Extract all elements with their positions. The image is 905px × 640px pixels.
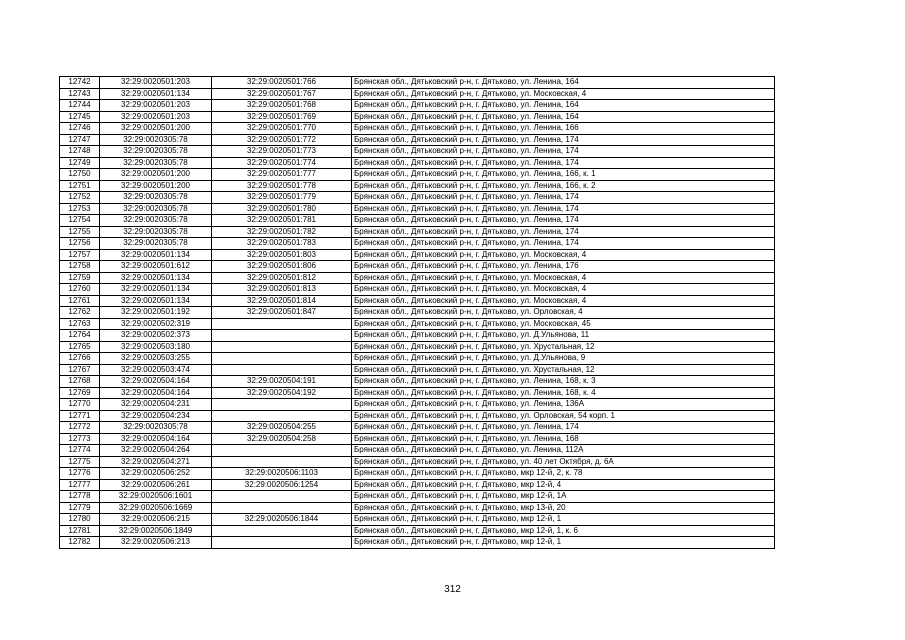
row-number: 12778: [60, 491, 100, 503]
row-number: 12776: [60, 468, 100, 480]
parent-cadastral-number: 32:29:0020501:134: [100, 295, 212, 307]
parent-cadastral-number: 32:29:0020305:78: [100, 134, 212, 146]
address: Брянская обл., Дятьковский р-н, г. Дятьково, ул. Ленина, 164: [352, 111, 775, 123]
parent-cadastral-number: 32:29:0020305:78: [100, 226, 212, 238]
row-number: 12774: [60, 445, 100, 457]
cadastral-number: 32:29:0020501:814: [212, 295, 352, 307]
cadastral-number: 32:29:0020501:778: [212, 180, 352, 192]
address: Брянская обл., Дятьковский р-н, г. Дятьково, мкр 12-й, 1А: [352, 491, 775, 503]
cadastral-number: 32:29:0020501:770: [212, 123, 352, 135]
parent-cadastral-number: 32:29:0020506:215: [100, 514, 212, 526]
cadastral-number: 32:29:0020501:806: [212, 261, 352, 273]
row-number: 12752: [60, 192, 100, 204]
row-number: 12777: [60, 479, 100, 491]
address: Брянская обл., Дятьковский р-н, г. Дятьково, ул. Ленина, 164: [352, 77, 775, 89]
table-row: [60, 272, 775, 284]
cadastral-number: [212, 318, 352, 330]
row-number: 12769: [60, 387, 100, 399]
row-number: 12750: [60, 169, 100, 181]
row-number: 12749: [60, 157, 100, 169]
address: Брянская обл., Дятьковский р-н, г. Дятьково, мкр 12-й, 1, к. 6: [352, 525, 775, 537]
parent-cadastral-number: 32:29:0020501:200: [100, 169, 212, 181]
cadastral-number: 32:29:0020501:772: [212, 134, 352, 146]
registry-table-body: [60, 77, 775, 549]
address: Брянская обл., Дятьковский р-н, г. Дятьково, ул. Хрустальная, 12: [352, 341, 775, 353]
cadastral-number: 32:29:0020501:780: [212, 203, 352, 215]
row-number: 12760: [60, 284, 100, 296]
row-number: 12782: [60, 537, 100, 549]
table-row: [60, 203, 775, 215]
table-row: [60, 479, 775, 491]
cadastral-number: 32:29:0020506:1844: [212, 514, 352, 526]
cadastral-number: 32:29:0020501:803: [212, 249, 352, 261]
parent-cadastral-number: 32:29:0020506:1601: [100, 491, 212, 503]
cadastral-number: 32:29:0020506:1103: [212, 468, 352, 480]
table-row: [60, 180, 775, 192]
parent-cadastral-number: 32:29:0020305:78: [100, 203, 212, 215]
parent-cadastral-number: 32:29:0020502:319: [100, 318, 212, 330]
row-number: 12773: [60, 433, 100, 445]
address: Брянская обл., Дятьковский р-н, г. Дятьково, мкр 12-й, 2, к. 78: [352, 468, 775, 480]
table-row: [60, 100, 775, 112]
address: Брянская обл., Дятьковский р-н, г. Дятьково, ул. Ленина, 174: [352, 146, 775, 158]
row-number: 12763: [60, 318, 100, 330]
row-number: 12754: [60, 215, 100, 227]
parent-cadastral-number: 32:29:0020504:164: [100, 387, 212, 399]
address: Брянская обл., Дятьковский р-н, г. Дятьково, ул. Ленина, 174: [352, 215, 775, 227]
cadastral-number: [212, 330, 352, 342]
parent-cadastral-number: 32:29:0020305:78: [100, 238, 212, 250]
cadastral-number: [212, 410, 352, 422]
cadastral-number: 32:29:0020501:769: [212, 111, 352, 123]
address: Брянская обл., Дятьковский р-н, г. Дятьково, ул. Ленина, 166, к. 1: [352, 169, 775, 181]
cadastral-number: 32:29:0020501:781: [212, 215, 352, 227]
row-number: 12744: [60, 100, 100, 112]
table-row: [60, 192, 775, 204]
row-number: 12771: [60, 410, 100, 422]
cadastral-number: 32:29:0020501:812: [212, 272, 352, 284]
parent-cadastral-number: 32:29:0020506:261: [100, 479, 212, 491]
parent-cadastral-number: 32:29:0020305:78: [100, 215, 212, 227]
address: Брянская обл., Дятьковский р-н, г. Дятьково, ул. Ленина, 112А: [352, 445, 775, 457]
parent-cadastral-number: 32:29:0020504:271: [100, 456, 212, 468]
table-row: [60, 318, 775, 330]
table-row: [60, 341, 775, 353]
cadastral-number: 32:29:0020501:813: [212, 284, 352, 296]
table-row: [60, 77, 775, 89]
row-number: 12781: [60, 525, 100, 537]
address: Брянская обл., Дятьковский р-н, г. Дятьково, ул. Д.Ульянова, 9: [352, 353, 775, 365]
address: Брянская обл., Дятьковский р-н, г. Дятьково, ул. Хрустальная, 12: [352, 364, 775, 376]
address: Брянская обл., Дятьковский р-н, г. Дятьково, ул. Московская, 4: [352, 295, 775, 307]
address: Брянская обл., Дятьковский р-н, г. Дятьково, ул. Ленина, 166: [352, 123, 775, 135]
table-row: [60, 445, 775, 457]
parent-cadastral-number: 32:29:0020503:180: [100, 341, 212, 353]
parent-cadastral-number: 32:29:0020501:203: [100, 100, 212, 112]
parent-cadastral-number: 32:29:0020305:78: [100, 422, 212, 434]
parent-cadastral-number: 32:29:0020501:200: [100, 123, 212, 135]
row-number: 12747: [60, 134, 100, 146]
row-number: 12766: [60, 353, 100, 365]
parent-cadastral-number: 32:29:0020504:231: [100, 399, 212, 411]
table-row: [60, 514, 775, 526]
parent-cadastral-number: 32:29:0020501:200: [100, 180, 212, 192]
cadastral-number: 32:29:0020501:783: [212, 238, 352, 250]
table-row: [60, 249, 775, 261]
cadastral-number: [212, 491, 352, 503]
address: Брянская обл., Дятьковский р-н, г. Дятьково, ул. Московская, 45: [352, 318, 775, 330]
table-row: [60, 468, 775, 480]
table-row: [60, 376, 775, 388]
row-number: 12780: [60, 514, 100, 526]
row-number: 12755: [60, 226, 100, 238]
row-number: 12758: [60, 261, 100, 273]
cadastral-number: [212, 537, 352, 549]
table-row: [60, 295, 775, 307]
table-row: [60, 88, 775, 100]
table-row: [60, 387, 775, 399]
table-row: [60, 111, 775, 123]
parent-cadastral-number: 32:29:0020501:203: [100, 77, 212, 89]
row-number: 12746: [60, 123, 100, 135]
table-row: [60, 525, 775, 537]
address: Брянская обл., Дятьковский р-н, г. Дятьково, ул. Московская, 4: [352, 272, 775, 284]
cadastral-number: 32:29:0020501:767: [212, 88, 352, 100]
row-number: 12756: [60, 238, 100, 250]
address: Брянская обл., Дятьковский р-н, г. Дятьково, ул. Ленина, 164: [352, 100, 775, 112]
parent-cadastral-number: 32:29:0020501:134: [100, 284, 212, 296]
row-number: 12764: [60, 330, 100, 342]
cadastral-number: [212, 353, 352, 365]
address: Брянская обл., Дятьковский р-н, г. Дятьково, ул. Ленина, 168, к. 3: [352, 376, 775, 388]
cadastral-number: [212, 341, 352, 353]
cadastral-number: 32:29:0020504:258: [212, 433, 352, 445]
row-number: 12767: [60, 364, 100, 376]
row-number: 12772: [60, 422, 100, 434]
table-row: [60, 123, 775, 135]
cadastral-number: 32:29:0020504:255: [212, 422, 352, 434]
parent-cadastral-number: 32:29:0020501:134: [100, 88, 212, 100]
table-row: [60, 134, 775, 146]
address: Брянская обл., Дятьковский р-н, г. Дятьково, ул. Ленина, 174: [352, 238, 775, 250]
row-number: 12779: [60, 502, 100, 514]
cadastral-number: [212, 502, 352, 514]
address: Брянская обл., Дятьковский р-н, г. Дятьково, ул. Ленина, 166, к. 2: [352, 180, 775, 192]
address: Брянская обл., Дятьковский р-н, г. Дятьково, ул. Ленина, 174: [352, 192, 775, 204]
address: Брянская обл., Дятьковский р-н, г. Дятьково, ул. Московская, 4: [352, 88, 775, 100]
row-number: 12757: [60, 249, 100, 261]
address: Брянская обл., Дятьковский р-н, г. Дятьково, ул. Ленина, 174: [352, 203, 775, 215]
table-row: [60, 215, 775, 227]
address: Брянская обл., Дятьковский р-н, г. Дятьково, ул. 40 лет Октября, д. 6А: [352, 456, 775, 468]
cadastral-number: 32:29:0020504:191: [212, 376, 352, 388]
address: Брянская обл., Дятьковский р-н, г. Дятьково, ул. Ленина, 174: [352, 422, 775, 434]
row-number: 12762: [60, 307, 100, 319]
cadastral-number: 32:29:0020501:773: [212, 146, 352, 158]
parent-cadastral-number: 32:29:0020504:164: [100, 376, 212, 388]
cadastral-number: [212, 445, 352, 457]
address: Брянская обл., Дятьковский р-н, г. Дятьково, ул. Ленина, 174: [352, 134, 775, 146]
parent-cadastral-number: 32:29:0020305:78: [100, 157, 212, 169]
address: Брянская обл., Дятьковский р-н, г. Дятьково, ул. Ленина, 174: [352, 157, 775, 169]
row-number: 12765: [60, 341, 100, 353]
table-row: [60, 238, 775, 250]
table-row: [60, 157, 775, 169]
address: Брянская обл., Дятьковский р-н, г. Дятьково, мкр 12-й, 1: [352, 537, 775, 549]
parent-cadastral-number: 32:29:0020503:474: [100, 364, 212, 376]
parent-cadastral-number: 32:29:0020501:134: [100, 249, 212, 261]
parent-cadastral-number: 32:29:0020501:134: [100, 272, 212, 284]
parent-cadastral-number: 32:29:0020305:78: [100, 146, 212, 158]
cadastral-number: [212, 456, 352, 468]
address: Брянская обл., Дятьковский р-н, г. Дятьково, ул. Ленина, 136А: [352, 399, 775, 411]
table-row: [60, 410, 775, 422]
table-row: [60, 169, 775, 181]
cadastral-number: 32:29:0020501:847: [212, 307, 352, 319]
address: Брянская обл., Дятьковский р-н, г. Дятьково, мкр 13-й, 20: [352, 502, 775, 514]
row-number: 12745: [60, 111, 100, 123]
row-number: 12775: [60, 456, 100, 468]
table-row: [60, 261, 775, 273]
row-number: 12759: [60, 272, 100, 284]
address: Брянская обл., Дятьковский р-н, г. Дятьково, мкр 12-й, 1: [352, 514, 775, 526]
table-row: [60, 330, 775, 342]
cadastral-number: [212, 399, 352, 411]
row-number: 12748: [60, 146, 100, 158]
address: Брянская обл., Дятьковский р-н, г. Дятьково, ул. Орловская, 54 корп. 1: [352, 410, 775, 422]
table-row: [60, 433, 775, 445]
table-row: [60, 307, 775, 319]
cadastral-number: 32:29:0020506:1254: [212, 479, 352, 491]
row-number: 12743: [60, 88, 100, 100]
parent-cadastral-number: 32:29:0020504:164: [100, 433, 212, 445]
parent-cadastral-number: 32:29:0020506:213: [100, 537, 212, 549]
address: Брянская обл., Дятьковский р-н, г. Дятьково, ул. Московская, 4: [352, 284, 775, 296]
row-number: 12770: [60, 399, 100, 411]
table-row: [60, 399, 775, 411]
address: Брянская обл., Дятьковский р-н, г. Дятьково, ул. Орловская, 4: [352, 307, 775, 319]
cadastral-number: 32:29:0020501:774: [212, 157, 352, 169]
table-row: [60, 422, 775, 434]
table-row: [60, 491, 775, 503]
table-row: [60, 146, 775, 158]
row-number: 12761: [60, 295, 100, 307]
parent-cadastral-number: 32:29:0020501:203: [100, 111, 212, 123]
cadastral-number: [212, 525, 352, 537]
address: Брянская обл., Дятьковский р-н, г. Дятьково, ул. Ленина, 168: [352, 433, 775, 445]
parent-cadastral-number: 32:29:0020506:252: [100, 468, 212, 480]
table-row: [60, 284, 775, 296]
address: Брянская обл., Дятьковский р-н, г. Дятьково, ул. Ленина, 176: [352, 261, 775, 273]
parent-cadastral-number: 32:29:0020504:234: [100, 410, 212, 422]
cadastral-number: 32:29:0020501:777: [212, 169, 352, 181]
parent-cadastral-number: 32:29:0020305:78: [100, 192, 212, 204]
parent-cadastral-number: 32:29:0020503:255: [100, 353, 212, 365]
table-row: [60, 502, 775, 514]
address: Брянская обл., Дятьковский р-н, г. Дятьково, ул. Ленина, 174: [352, 226, 775, 238]
cadastral-number: 32:29:0020501:782: [212, 226, 352, 238]
parent-cadastral-number: 32:29:0020502:373: [100, 330, 212, 342]
parent-cadastral-number: 32:29:0020506:1849: [100, 525, 212, 537]
cadastral-number: 32:29:0020501:766: [212, 77, 352, 89]
table-row: [60, 353, 775, 365]
row-number: 12742: [60, 77, 100, 89]
address: Брянская обл., Дятьковский р-н, г. Дятьково, ул. Д.Ульянова, 11: [352, 330, 775, 342]
table-row: [60, 364, 775, 376]
cadastral-number: 32:29:0020501:779: [212, 192, 352, 204]
table-row: [60, 456, 775, 468]
address: Брянская обл., Дятьковский р-н, г. Дятьково, ул. Московская, 4: [352, 249, 775, 261]
row-number: 12751: [60, 180, 100, 192]
row-number: 12768: [60, 376, 100, 388]
cadastral-number: 32:29:0020501:768: [212, 100, 352, 112]
cadastral-number: 32:29:0020504:192: [212, 387, 352, 399]
row-number: 12753: [60, 203, 100, 215]
parent-cadastral-number: 32:29:0020506:1669: [100, 502, 212, 514]
cadastral-number: [212, 364, 352, 376]
table-row: [60, 537, 775, 549]
page-number: 312: [444, 584, 461, 595]
parent-cadastral-number: 32:29:0020501:192: [100, 307, 212, 319]
parent-cadastral-number: 32:29:0020504:264: [100, 445, 212, 457]
address: Брянская обл., Дятьковский р-н, г. Дятьково, ул. Ленина, 168, к. 4: [352, 387, 775, 399]
address: Брянская обл., Дятьковский р-н, г. Дятьково, мкр 12-й, 4: [352, 479, 775, 491]
table-row: [60, 226, 775, 238]
parent-cadastral-number: 32:29:0020501:612: [100, 261, 212, 273]
registry-table: [59, 76, 775, 549]
